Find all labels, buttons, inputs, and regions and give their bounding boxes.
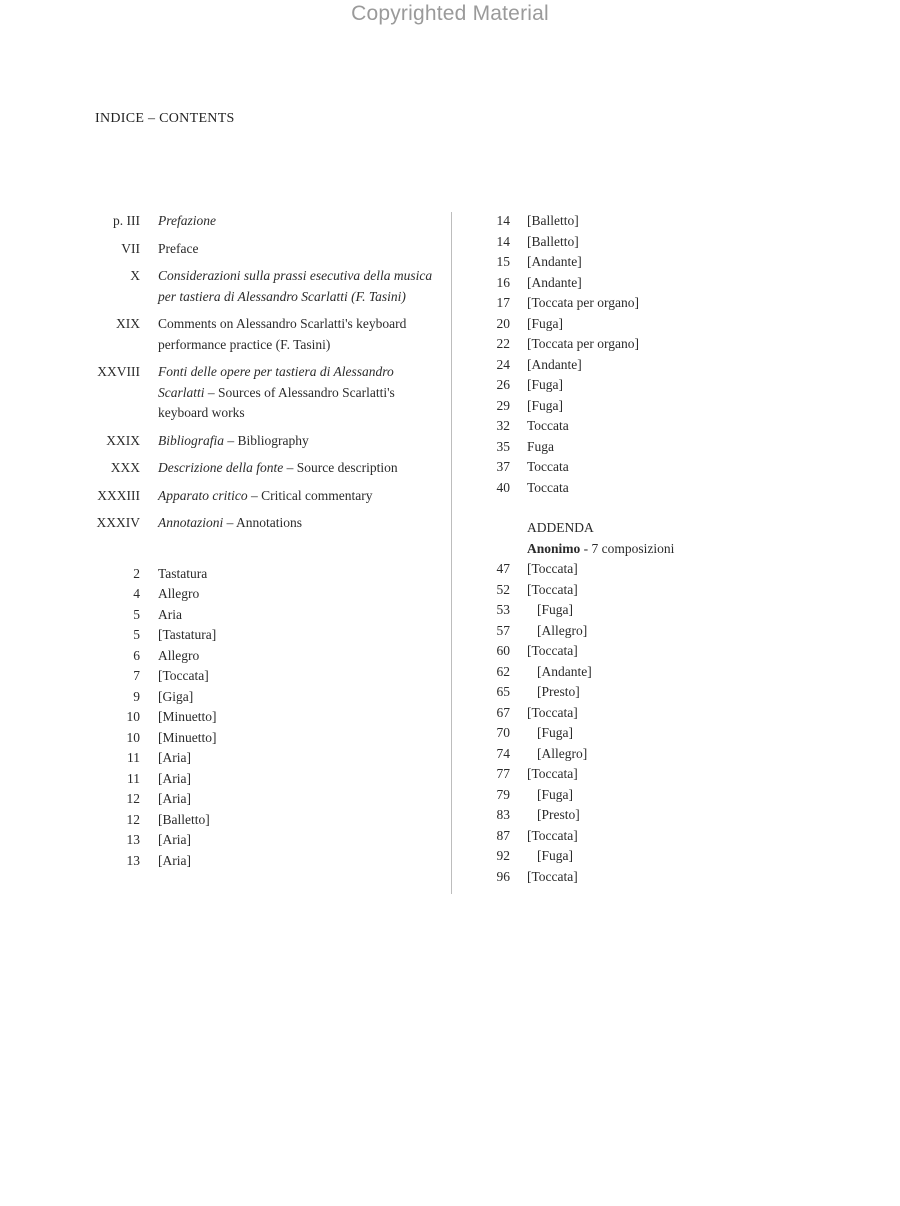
addenda-entry [465,805,865,826]
entry-title: Aria [158,606,182,622]
entry-title-part: – Sources of Alessandro Scarlatti's keyboard works [158,384,395,420]
entry-title: [Balletto] [527,233,579,249]
work-entry [465,211,865,232]
page-number: 65 [496,684,510,699]
page-number: 57 [496,622,510,638]
entry-title-part: Fonti delle opere per tastiera di Alessandro Scarlatti [158,364,394,400]
page-title: INDICE – CONTENTS [95,111,235,126]
page-number: 53 [496,602,510,617]
entry-title: [Toccata] [158,668,209,683]
work-entry [80,666,435,687]
entry-title [158,266,435,307]
front-matter-entry [80,211,435,232]
page-number: 11 [127,770,140,786]
work-entry [80,584,435,605]
entry-title [158,513,435,534]
entry-title: [Tastatura] [158,627,217,642]
copyright-watermark: Copyrighted Material [351,2,549,25]
page-number: 4 [133,586,140,601]
works-list-right [465,211,865,498]
page-number: 10 [126,709,140,724]
entry-title [158,211,435,232]
addenda-entry [465,846,865,867]
page-number: XXVIII [97,364,140,379]
addenda-entry [465,621,865,642]
entry-title: [Aria] [158,770,191,786]
entry-title-part: Considerazioni sulla prassi esecutiva della musica per tastiera di Alessandro Scarlatti (F. Tasini) [158,268,433,304]
addenda-entry [465,785,865,806]
page-number: 22 [496,336,510,351]
front-matter-entry [80,458,435,479]
addenda-entry [465,600,865,621]
entry-title: [Aria] [158,852,191,868]
entry-title-part: Prefazione [158,213,216,228]
work-entry [465,232,865,253]
page-number: 83 [496,807,510,822]
work-entry [465,396,865,417]
entry-title: [Minuetto] [158,709,217,724]
page-number: 17 [496,295,510,310]
entry-title: [Toccata] [527,868,578,884]
work-entry [465,273,865,294]
addenda-entry [465,662,865,683]
page-number: 14 [496,233,510,249]
page-number: 96 [496,868,510,884]
page-number: XXX [110,460,140,475]
work-entry [465,314,865,335]
entry-title: [Andante] [527,356,582,372]
entry-title: [Fuga] [527,377,563,392]
entry-title: [Fuga] [537,786,573,802]
entry-title: [Allegro] [537,745,588,761]
entry-title-part: Bibliografia [158,432,225,448]
front-matter-entry [80,314,435,355]
entry-title: [Aria] [158,750,191,765]
work-entry [80,851,435,872]
page-number: 67 [496,704,510,720]
page-number: 35 [496,438,510,454]
work-entry [465,478,865,499]
page-number: XIX [116,316,140,331]
page-number: 87 [496,827,510,843]
entry-title: [Toccata] [527,704,578,720]
page-number: p. III [113,213,140,228]
work-entry [80,769,435,790]
page-number: 10 [126,729,140,745]
front-matter-entry [80,266,435,307]
addenda-section [465,518,865,887]
entry-title-part: Preface [158,240,199,256]
work-entry [465,355,865,376]
work-entry [80,830,435,851]
entry-title: [Andante] [527,254,582,269]
work-entry [465,457,865,478]
page-number: 15 [496,254,510,269]
addenda-composer-line [465,539,865,560]
addenda-entry [465,559,865,580]
entry-title: [Fuga] [537,848,573,863]
entry-title: Toccata [527,418,569,433]
entry-title: [Toccata per organo] [527,295,639,310]
page-number: 37 [496,459,510,474]
entry-title: [Fuga] [527,315,563,331]
page-number: 5 [133,627,140,642]
addenda-entry [465,703,865,724]
work-entry [465,252,865,273]
entry-title: [Toccata] [527,827,578,843]
addenda-list [465,559,865,887]
entry-title [158,458,435,479]
entry-title: Fuga [527,438,554,454]
work-entry [80,810,435,831]
entry-title-part: – Source description [283,460,398,475]
entry-title: [Aria] [158,832,191,847]
page-number: 70 [496,725,510,740]
entry-title: Toccata [527,479,569,495]
page-number: 62 [496,663,510,679]
work-entry [80,646,435,667]
page-number: XXXIII [97,487,140,503]
page-number: 24 [496,356,510,372]
entry-title-part: – Bibliography [224,432,309,448]
entry-title: [Presto] [537,684,580,699]
addenda-entry [465,764,865,785]
entry-title: [Toccata] [527,766,578,781]
entry-title [158,486,435,507]
page-number: 6 [133,647,140,663]
page-number: 16 [496,274,510,290]
entry-title-part: – Annotations [223,515,303,530]
work-entry [80,564,435,585]
addenda-entry [465,641,865,662]
entry-title: [Aria] [158,791,191,806]
page-number: 29 [496,397,510,413]
entry-title: Allegro [158,647,200,663]
work-entry [80,748,435,769]
work-entry [465,375,865,396]
page-number: XXIX [106,432,140,448]
front-matter-entry [80,431,435,452]
entry-title: Tastatura [158,565,208,581]
work-entry [465,293,865,314]
entry-title-part: Apparato critico [158,487,248,503]
page-number: X [130,268,140,283]
page-number: 92 [496,848,510,863]
page-number: 26 [496,377,510,392]
entry-title: [Giga] [158,688,194,704]
work-entry [80,605,435,626]
entry-title: [Presto] [537,807,580,822]
page-number: 74 [496,745,510,761]
entry-title: [Toccata] [527,643,578,658]
page-number: 52 [496,581,510,597]
page-number: 12 [126,811,140,827]
page-number: 20 [496,315,510,331]
addenda-entry [465,826,865,847]
entry-title: [Allegro] [537,622,588,638]
contents-left-column [80,211,435,871]
entry-title: [Fuga] [537,725,573,740]
entry-title [158,431,435,452]
addenda-heading: ADDENDA [527,520,594,535]
entry-title [158,314,435,355]
entry-title: [Toccata] [527,581,578,597]
entry-title-part: Comments on Alessandro Scarlatti's keyboard performance practice (F. Tasini) [158,316,407,352]
page-number: VII [121,240,140,256]
addenda-entry [465,723,865,744]
page-number: 79 [496,786,510,802]
page-number: 60 [496,643,510,658]
front-matter-list [80,211,435,534]
contents-right-column [465,211,865,887]
entry-title [158,239,435,260]
page-number: 9 [133,688,140,704]
works-list-left [80,564,435,872]
entry-title-part: – Critical commentary [247,487,373,503]
page-number: 5 [133,606,140,622]
work-entry [80,625,435,646]
addenda-entry [465,682,865,703]
addenda-composer: Anonimo [527,540,581,556]
page-number: 13 [126,852,140,868]
addenda-entry [465,744,865,765]
entry-title-part: Descrizione della fonte [158,460,284,475]
page-number: 77 [496,766,510,781]
entry-title [158,362,435,424]
page-number: 32 [496,418,510,433]
work-entry [80,687,435,708]
page-number: 2 [133,565,140,581]
work-entry [80,789,435,810]
addenda-entry [465,867,865,888]
page-number: XXXIV [96,515,140,530]
work-entry [465,334,865,355]
page-number: 47 [496,561,510,576]
entry-title-part: Annotazioni [158,515,224,530]
front-matter-entry [80,513,435,534]
work-entry [80,707,435,728]
page-number: 40 [496,479,510,495]
entry-title: [Balletto] [527,213,579,228]
column-divider [451,212,452,894]
page-number: 7 [133,668,140,683]
page-number: 14 [496,213,510,228]
entry-title: [Minuetto] [158,729,217,745]
entry-title: Allegro [158,586,200,601]
entry-title: [Toccata] [527,561,578,576]
work-entry [80,728,435,749]
entry-title: [Balletto] [158,811,210,827]
entry-title: Toccata [527,459,569,474]
entry-title: [Fuga] [537,602,573,617]
entry-title: [Toccata per organo] [527,336,639,351]
addenda-entry [465,580,865,601]
page-number: 13 [126,832,140,847]
addenda-composer-suffix: - 7 composizioni [580,540,675,556]
work-entry [465,416,865,437]
front-matter-entry [80,362,435,424]
front-matter-entry [80,239,435,260]
entry-title: [Andante] [527,274,582,290]
entry-title: [Fuga] [527,397,563,413]
page-number: 12 [126,791,140,806]
work-entry [465,437,865,458]
page-number: 11 [127,750,140,765]
entry-title: [Andante] [537,663,592,679]
front-matter-entry [80,486,435,507]
